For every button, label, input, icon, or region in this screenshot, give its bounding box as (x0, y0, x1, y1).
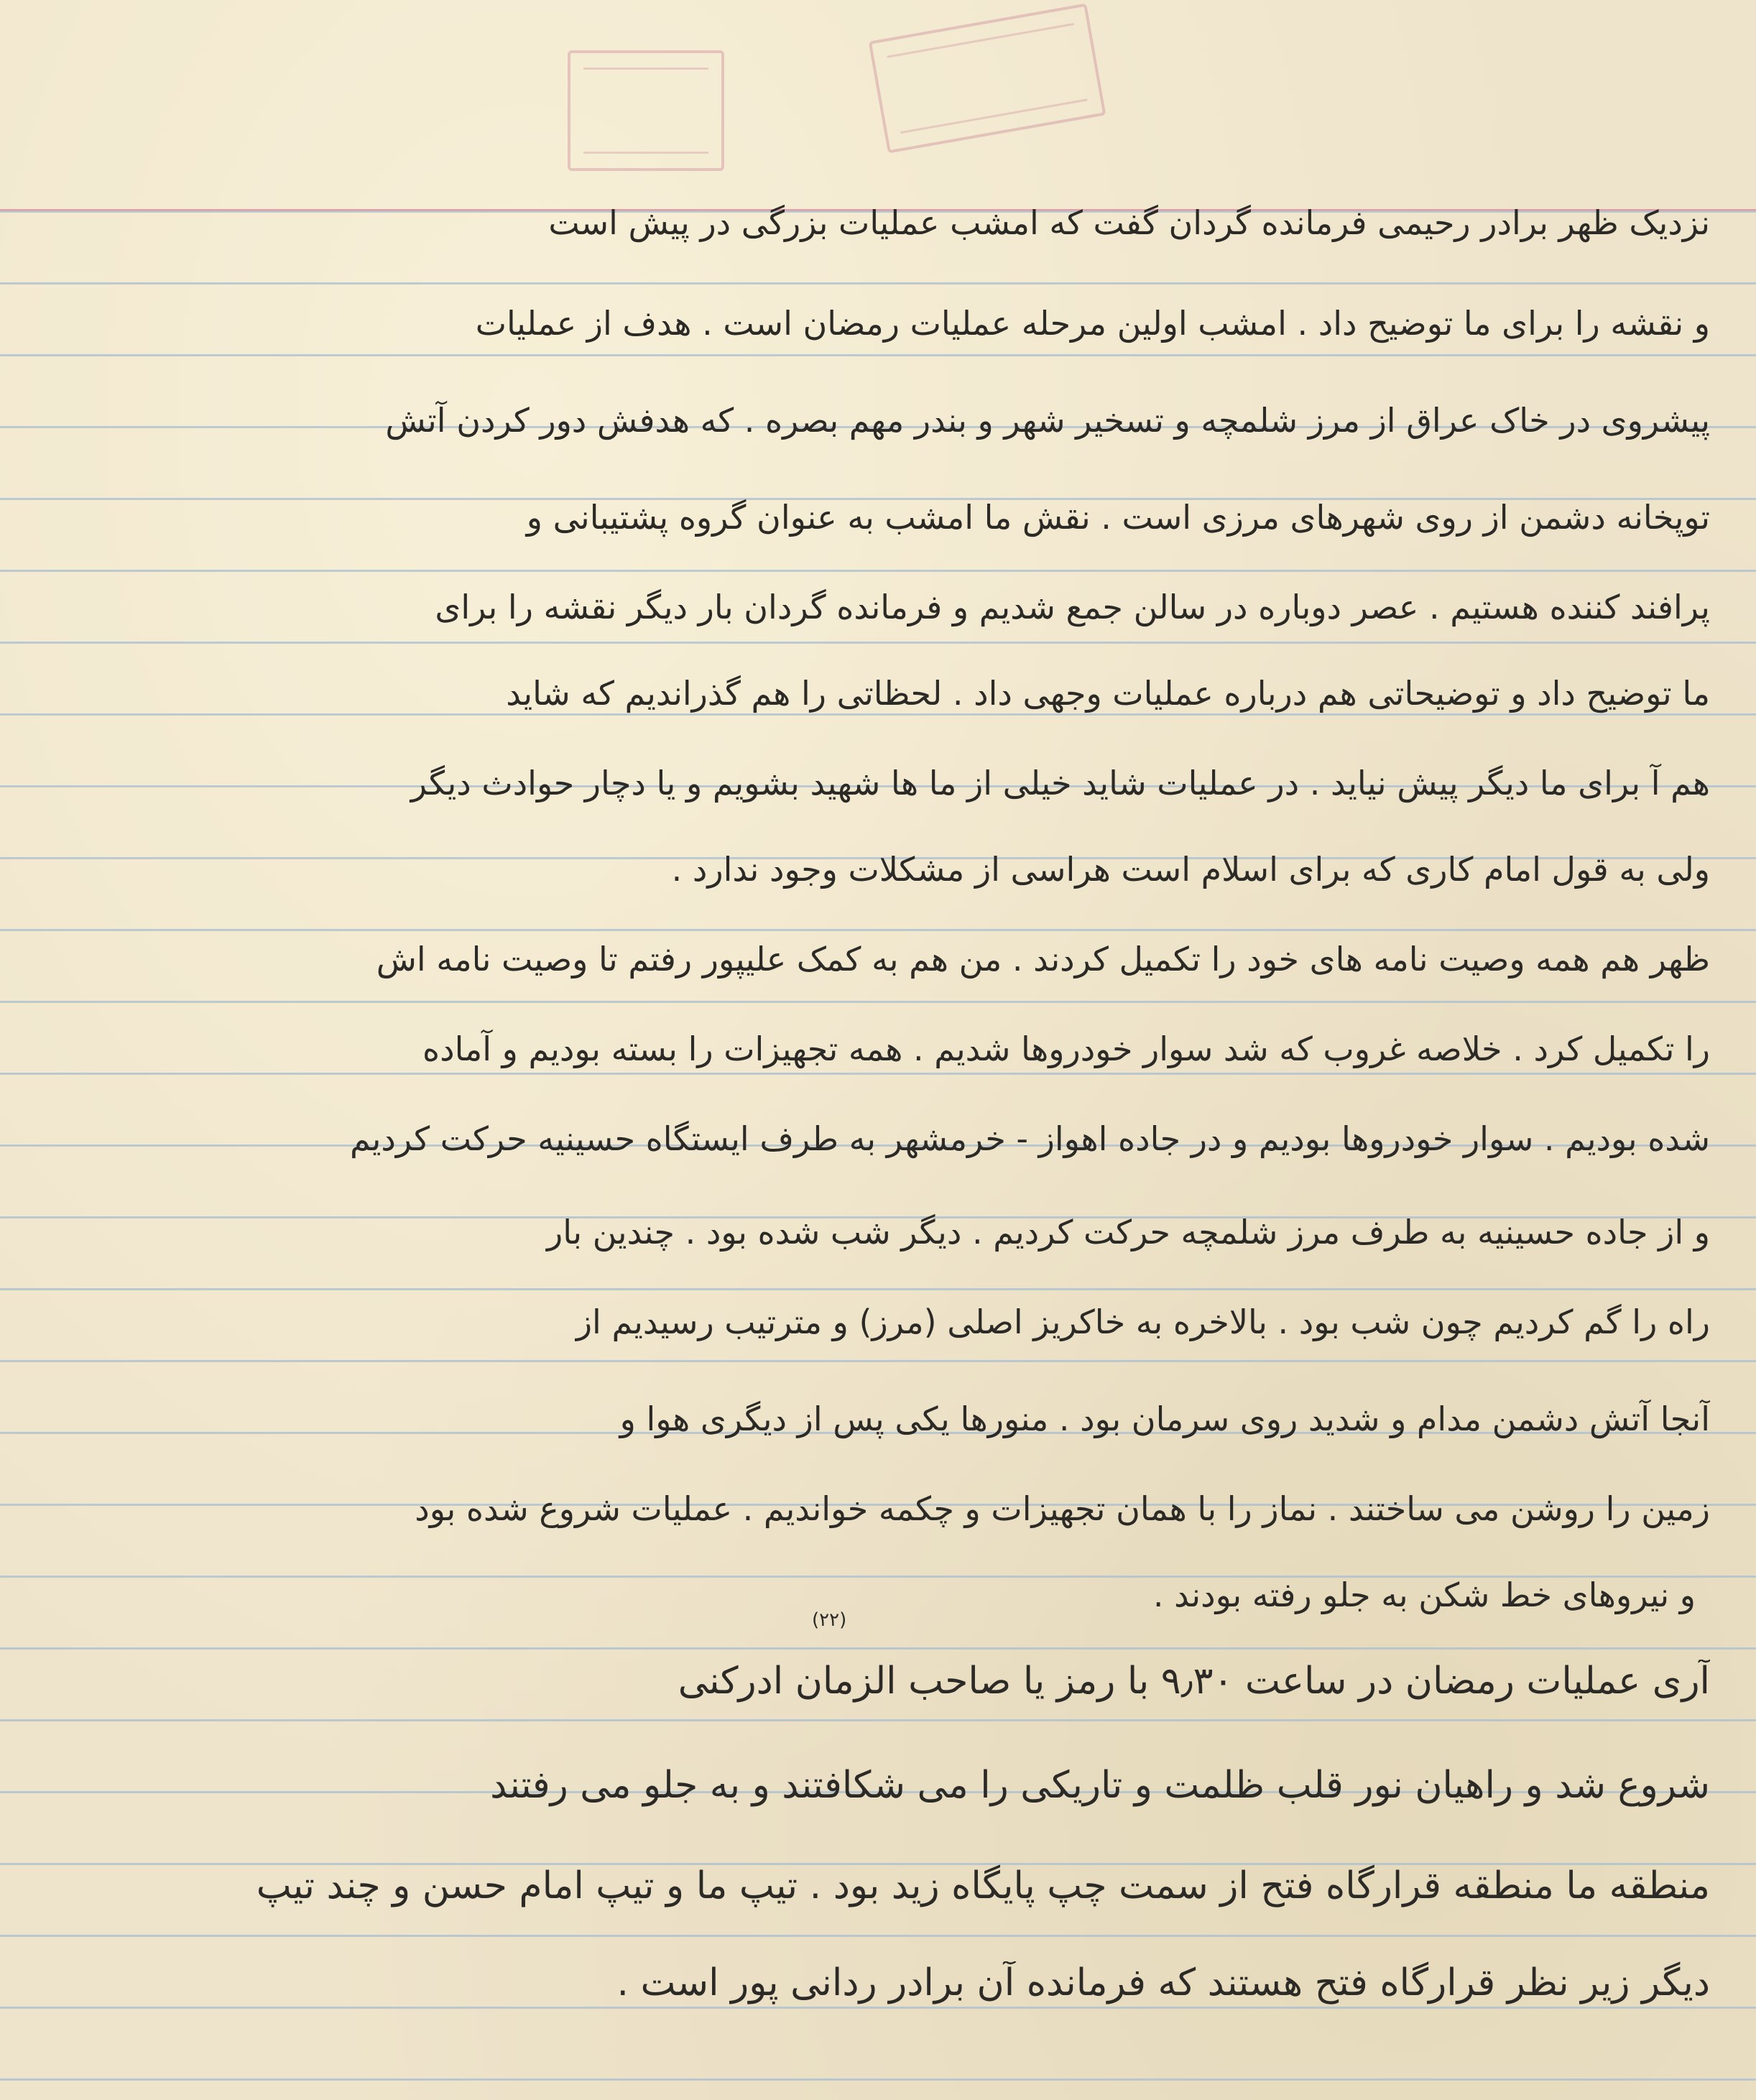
ruled-line (0, 642, 1756, 644)
text-line-8: ولی به قول امام کاری که برای اسلام است هراسی از مشکلات وجود ندارد . (671, 850, 1710, 889)
ruled-line (0, 1073, 1756, 1075)
ruled-line (0, 2007, 1756, 2009)
ruled-line (0, 282, 1756, 285)
text-line-11: شده بودیم . سوار خودروها بودیم و در جاده اهواز - خرمشهر به طرف ایستگاه حسینیه حرکت کردیم (349, 1119, 1710, 1158)
ruled-line (0, 1360, 1756, 1362)
text-line-12: و از جاده حسینیه به طرف مرز شلمچه حرکت کردیم . دیگر شب شده بود . چندین بار (547, 1213, 1710, 1252)
text-line-13: راه را گم کردیم چون شب بود . بالاخره به خاکریز اصلی (مرز) و مترتیب رسیدیم از (576, 1303, 1710, 1341)
footnote-marker: (۲۲) (812, 1609, 847, 1631)
text-line-7: هم آ برای ما دیگر پیش نیاید . در عملیات شاید خیلی از ما ها شهید بشویم و یا دچار حوادث دیگر (410, 764, 1710, 802)
text-line-17: آری عملیات رمضان در ساعت ۹٫۳۰ با رمز یا صاحب الزمان ادرکنی (678, 1660, 1710, 1703)
archive-stamp-left (568, 50, 724, 171)
ruled-line (0, 929, 1756, 931)
ruled-line (0, 1935, 1756, 1937)
text-line-2: و نقشه را برای ما توضیح داد . امشب اولین مرحله عملیات رمضان است . هدف از عملیات (475, 304, 1710, 343)
text-line-18: شروع شد و راهیان نور قلب ظلمت و تاریکی را می شکافتند و به جلو می رفتند (490, 1764, 1710, 1807)
text-line-9: ظهر هم همه وصیت نامه های خود را تکمیل کردند . من هم به کمک علیپور رفتم تا وصیت نامه اش (376, 940, 1710, 979)
text-line-6: ما توضیح داد و توضیحاتی هم درباره عملیات وجهی داد . لحظاتی را هم گذراندیم که شاید (506, 674, 1710, 713)
ruled-line (0, 1288, 1756, 1290)
ruled-line (0, 1719, 1756, 1721)
text-line-14: آنجا آتش دشمن مدام و شدید روی سرمان بود . منورها یکی پس از دیگری هوا و (619, 1400, 1710, 1438)
text-line-4: توپخانه دشمن از روی شهرهای مرزی است . نقش ما امشب به عنوان گروه پشتیبانی و (526, 498, 1710, 537)
ruled-line (0, 2078, 1756, 2081)
ruled-line (0, 354, 1756, 356)
text-line-15: زمین را روشن می ساختند . نماز را با همان تجهیزات و چکمه خواندیم . عملیات شروع شده بود (415, 1489, 1710, 1528)
text-line-3: پیشروی در خاک عراق از مرز شلمچه و تسخیر شهر و بندر مهم بصره . که هدفش دور کردن آتش (385, 401, 1710, 440)
text-line-16: و نیروهای خط شکن به جلو رفته بودند . (1152, 1576, 1696, 1614)
text-line-19: منطقه ما منطقه قرارگاه فتح از سمت چپ پایگاه زید بود . تیپ ما و تیپ امام حسن و چند تیپ (256, 1864, 1710, 1907)
text-line-1: نزدیک ظهر برادر رحیمی فرمانده گردان گفت که امشب عملیات بزرگی در پیش است (548, 203, 1710, 242)
text-line-5: پرافند کننده هستیم . عصر دوباره در سالن جمع شدیم و فرمانده گردان بار دیگر نقشه را برای (435, 588, 1710, 626)
ruled-line (0, 1647, 1756, 1650)
ruled-line (0, 570, 1756, 572)
text-line-10: را تکمیل کرد . خلاصه غروب که شد سوار خودروها شدیم . همه تجهیزات را بسته بودیم و آماده (422, 1030, 1710, 1068)
text-line-20: دیگر زیر نظر قرارگاه فتح هستند که فرمانده آن برادر ردانی پور است . (616, 1961, 1710, 2004)
ruled-line (0, 1001, 1756, 1003)
